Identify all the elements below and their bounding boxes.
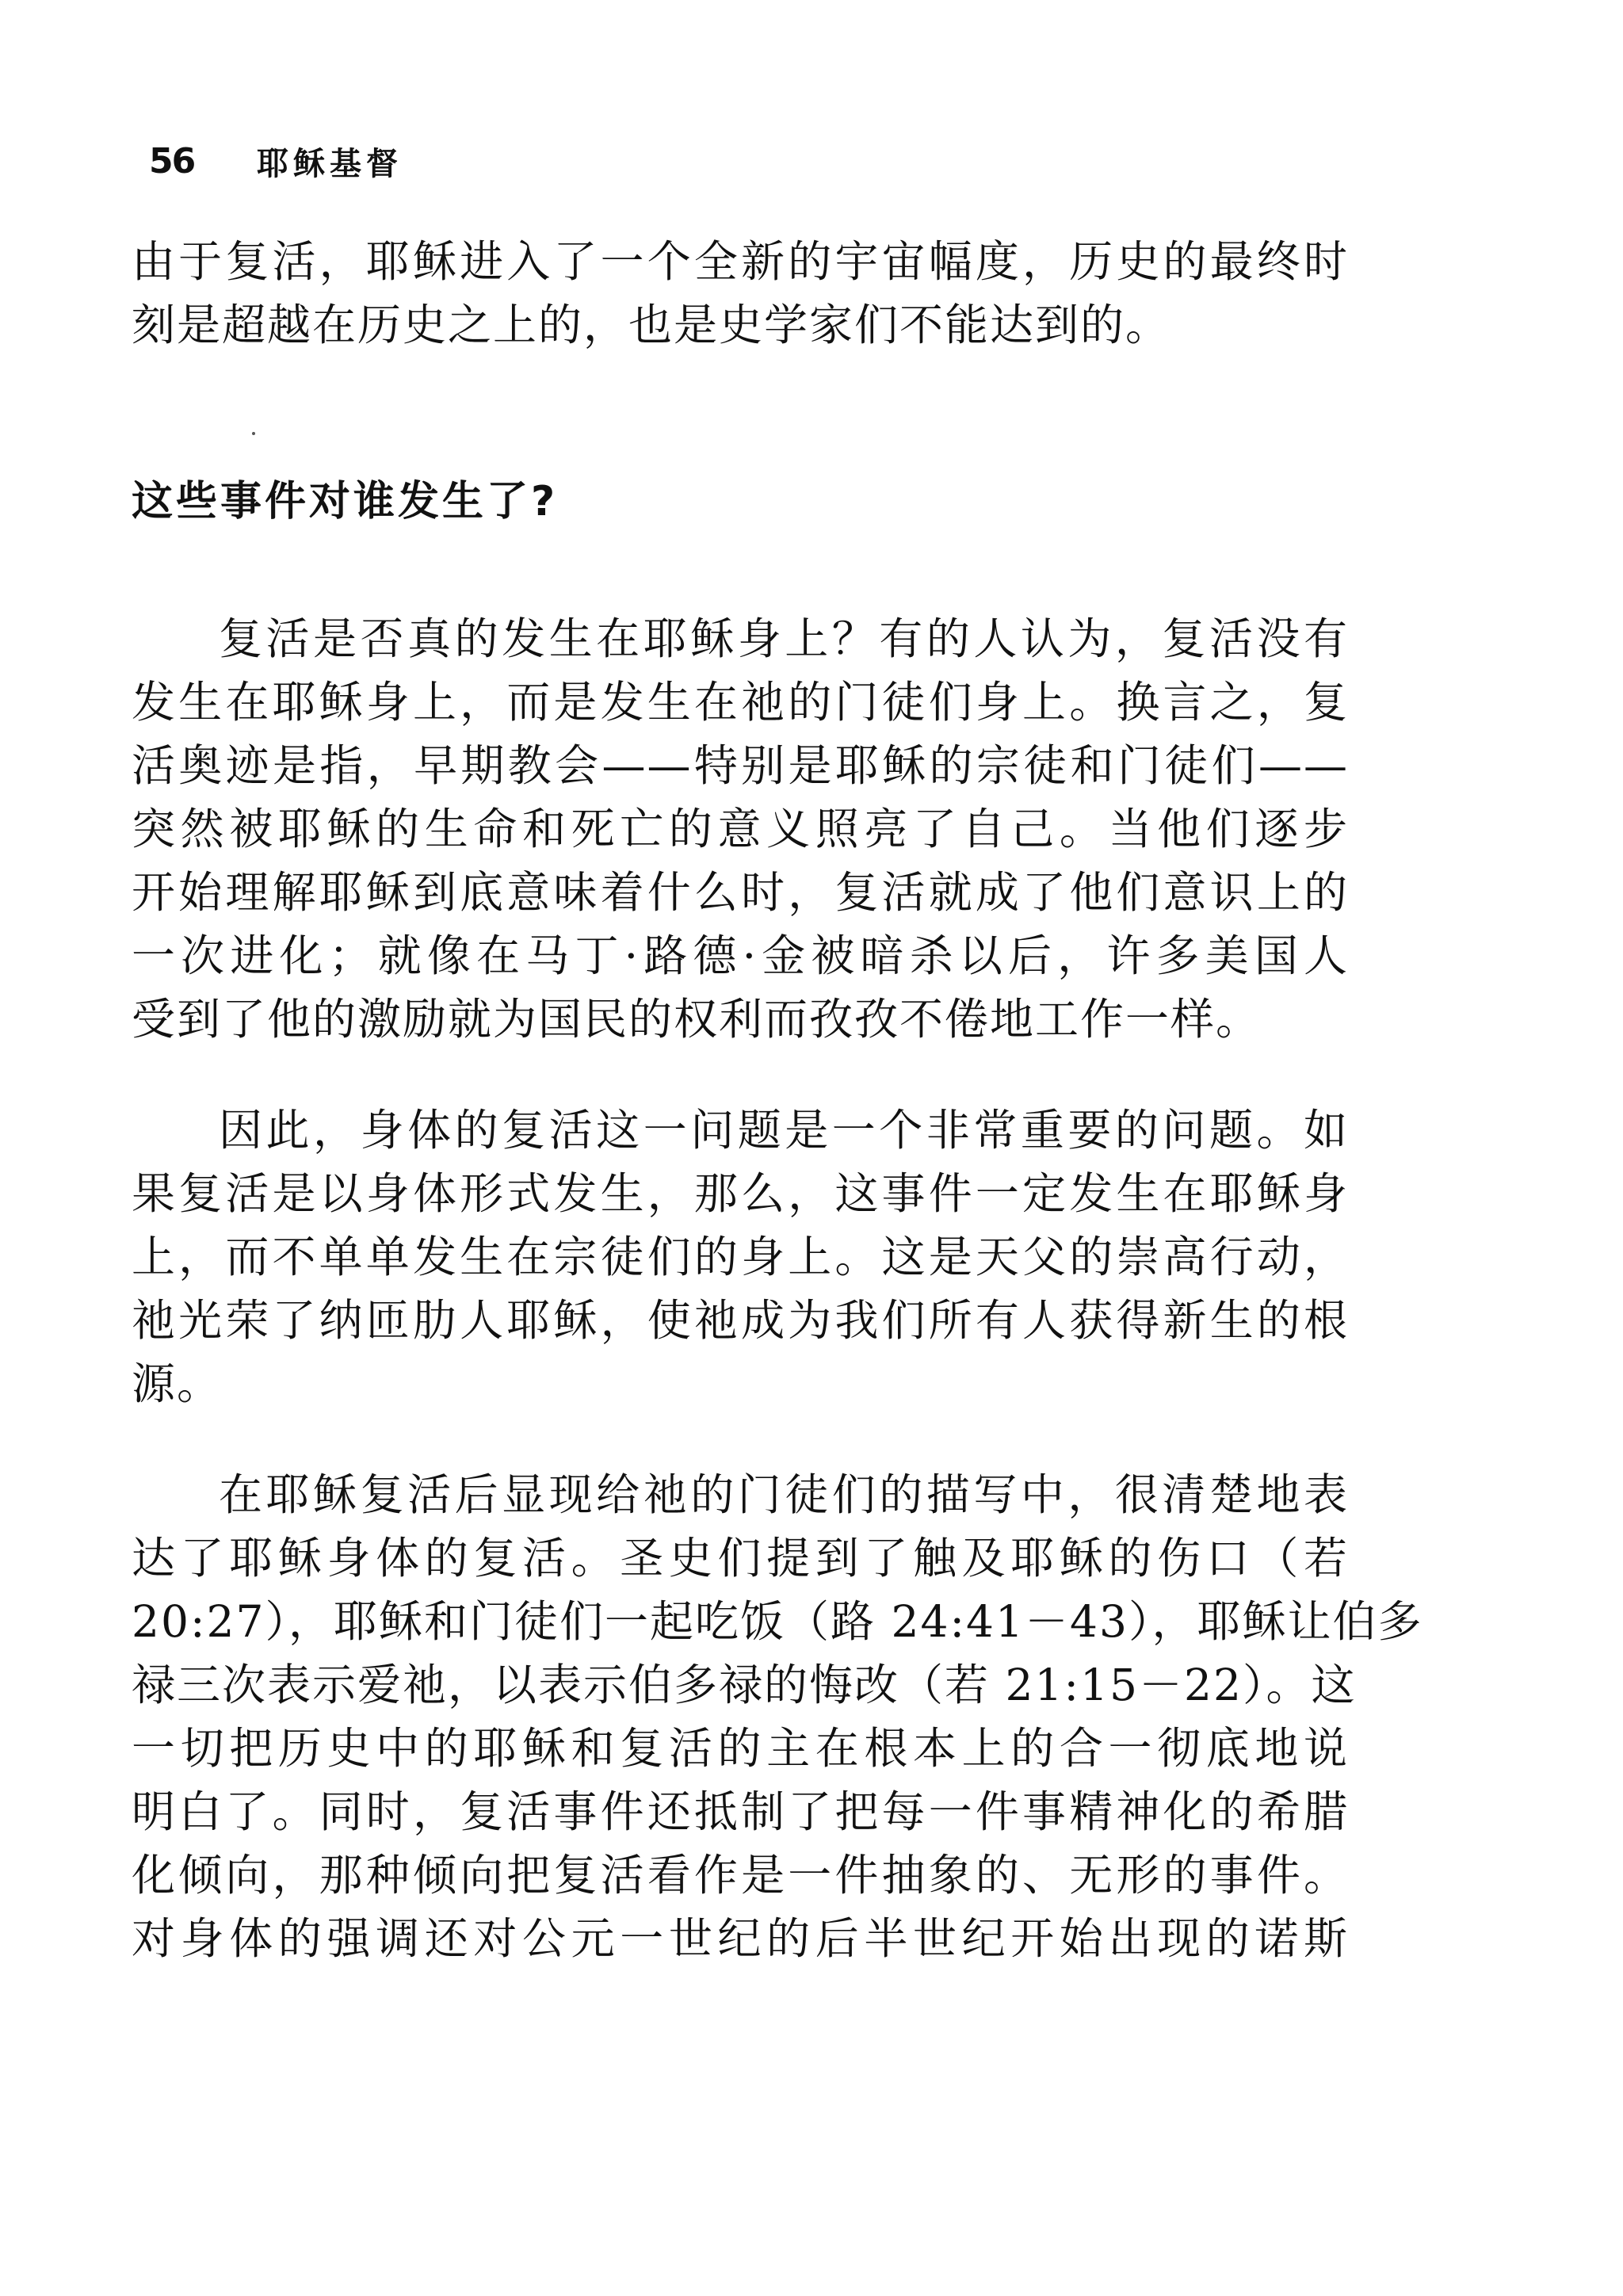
paragraph-2 xyxy=(132,1098,1349,1415)
paragraph-3 xyxy=(132,1463,1423,1970)
text-line: 一切把历史中的耶稣和复活的主在根本上的合一彻底地说 xyxy=(132,1723,1349,1774)
intro-paragraph xyxy=(132,230,1349,357)
page-number: 56 xyxy=(149,140,195,181)
text-line: 刻是超越在历史之上的，也是史学家们不能达到的。 xyxy=(132,300,1171,350)
text-line: 果复活是以身体形式发生，那么，这事件一定发生在耶稣身 xyxy=(132,1168,1349,1219)
text-line: 对身体的强调还对公元一世纪的后半世纪开始出现的诺斯 xyxy=(132,1913,1349,1964)
text-line: 因此，身体的复活这一问题是一个非常重要的问题。如 xyxy=(219,1105,1349,1156)
text-line: 受到了他的激励就为国民的权利而孜孜不倦地工作一样。 xyxy=(132,994,1262,1045)
text-line: 20:27），耶稣和门徒们一起吃饭（路 24:41－43），耶稣让伯多 xyxy=(132,1596,1423,1647)
text-line: 化倾向，那种倾向把复活看作是一件抽象的、无形的事件。 xyxy=(132,1850,1349,1901)
text-line: 一次进化；就像在马丁·路德·金被暗杀以后，许多美国人 xyxy=(132,930,1349,981)
text-line: 源。 xyxy=(132,1358,223,1409)
text-line: 由于复活，耶稣进入了一个全新的宇宙幅度，历史的最终时 xyxy=(132,236,1349,287)
page-header xyxy=(149,133,403,189)
text-line: 达了耶稣身体的复活。圣史们提到了触及耶稣的伤口（若 xyxy=(132,1533,1349,1584)
text-line: 复活是否真的发生在耶稣身上？有的人认为，复活没有 xyxy=(219,613,1349,664)
text-line: 明白了。同时，复活事件还抵制了把每一件事精神化的希腊 xyxy=(132,1786,1349,1837)
text-line: 祂光荣了纳匝肋人耶稣，使祂成为我们所有人获得新生的根 xyxy=(132,1295,1349,1346)
scan-speck xyxy=(252,432,255,435)
text-line: 发生在耶稣身上，而是发生在祂的门徒们身上。换言之，复 xyxy=(132,677,1349,728)
text-line: 开始理解耶稣到底意味着什么时，复活就成了他们意识上的 xyxy=(132,867,1349,918)
text-line: 禄三次表示爱祂，以表示伯多禄的悔改（若 21:15－22）。这 xyxy=(132,1660,1357,1710)
text-line: 上，而不单单发生在宗徒们的身上。这是天父的崇高行动， xyxy=(132,1232,1349,1282)
running-head: 耶稣基督 xyxy=(257,145,403,182)
section-heading: 这些事件对谁发生了? xyxy=(132,478,559,525)
text-line: 活奥迹是指，早期教会——特别是耶稣的宗徒和门徒们—— xyxy=(132,740,1349,791)
text-line: 在耶稣复活后显现给祂的门徒们的描写中，很清楚地表 xyxy=(219,1469,1349,1520)
paragraph-1 xyxy=(132,607,1349,1051)
text-line: 突然被耶稣的生命和死亡的意义照亮了自己。当他们逐步 xyxy=(132,804,1349,854)
